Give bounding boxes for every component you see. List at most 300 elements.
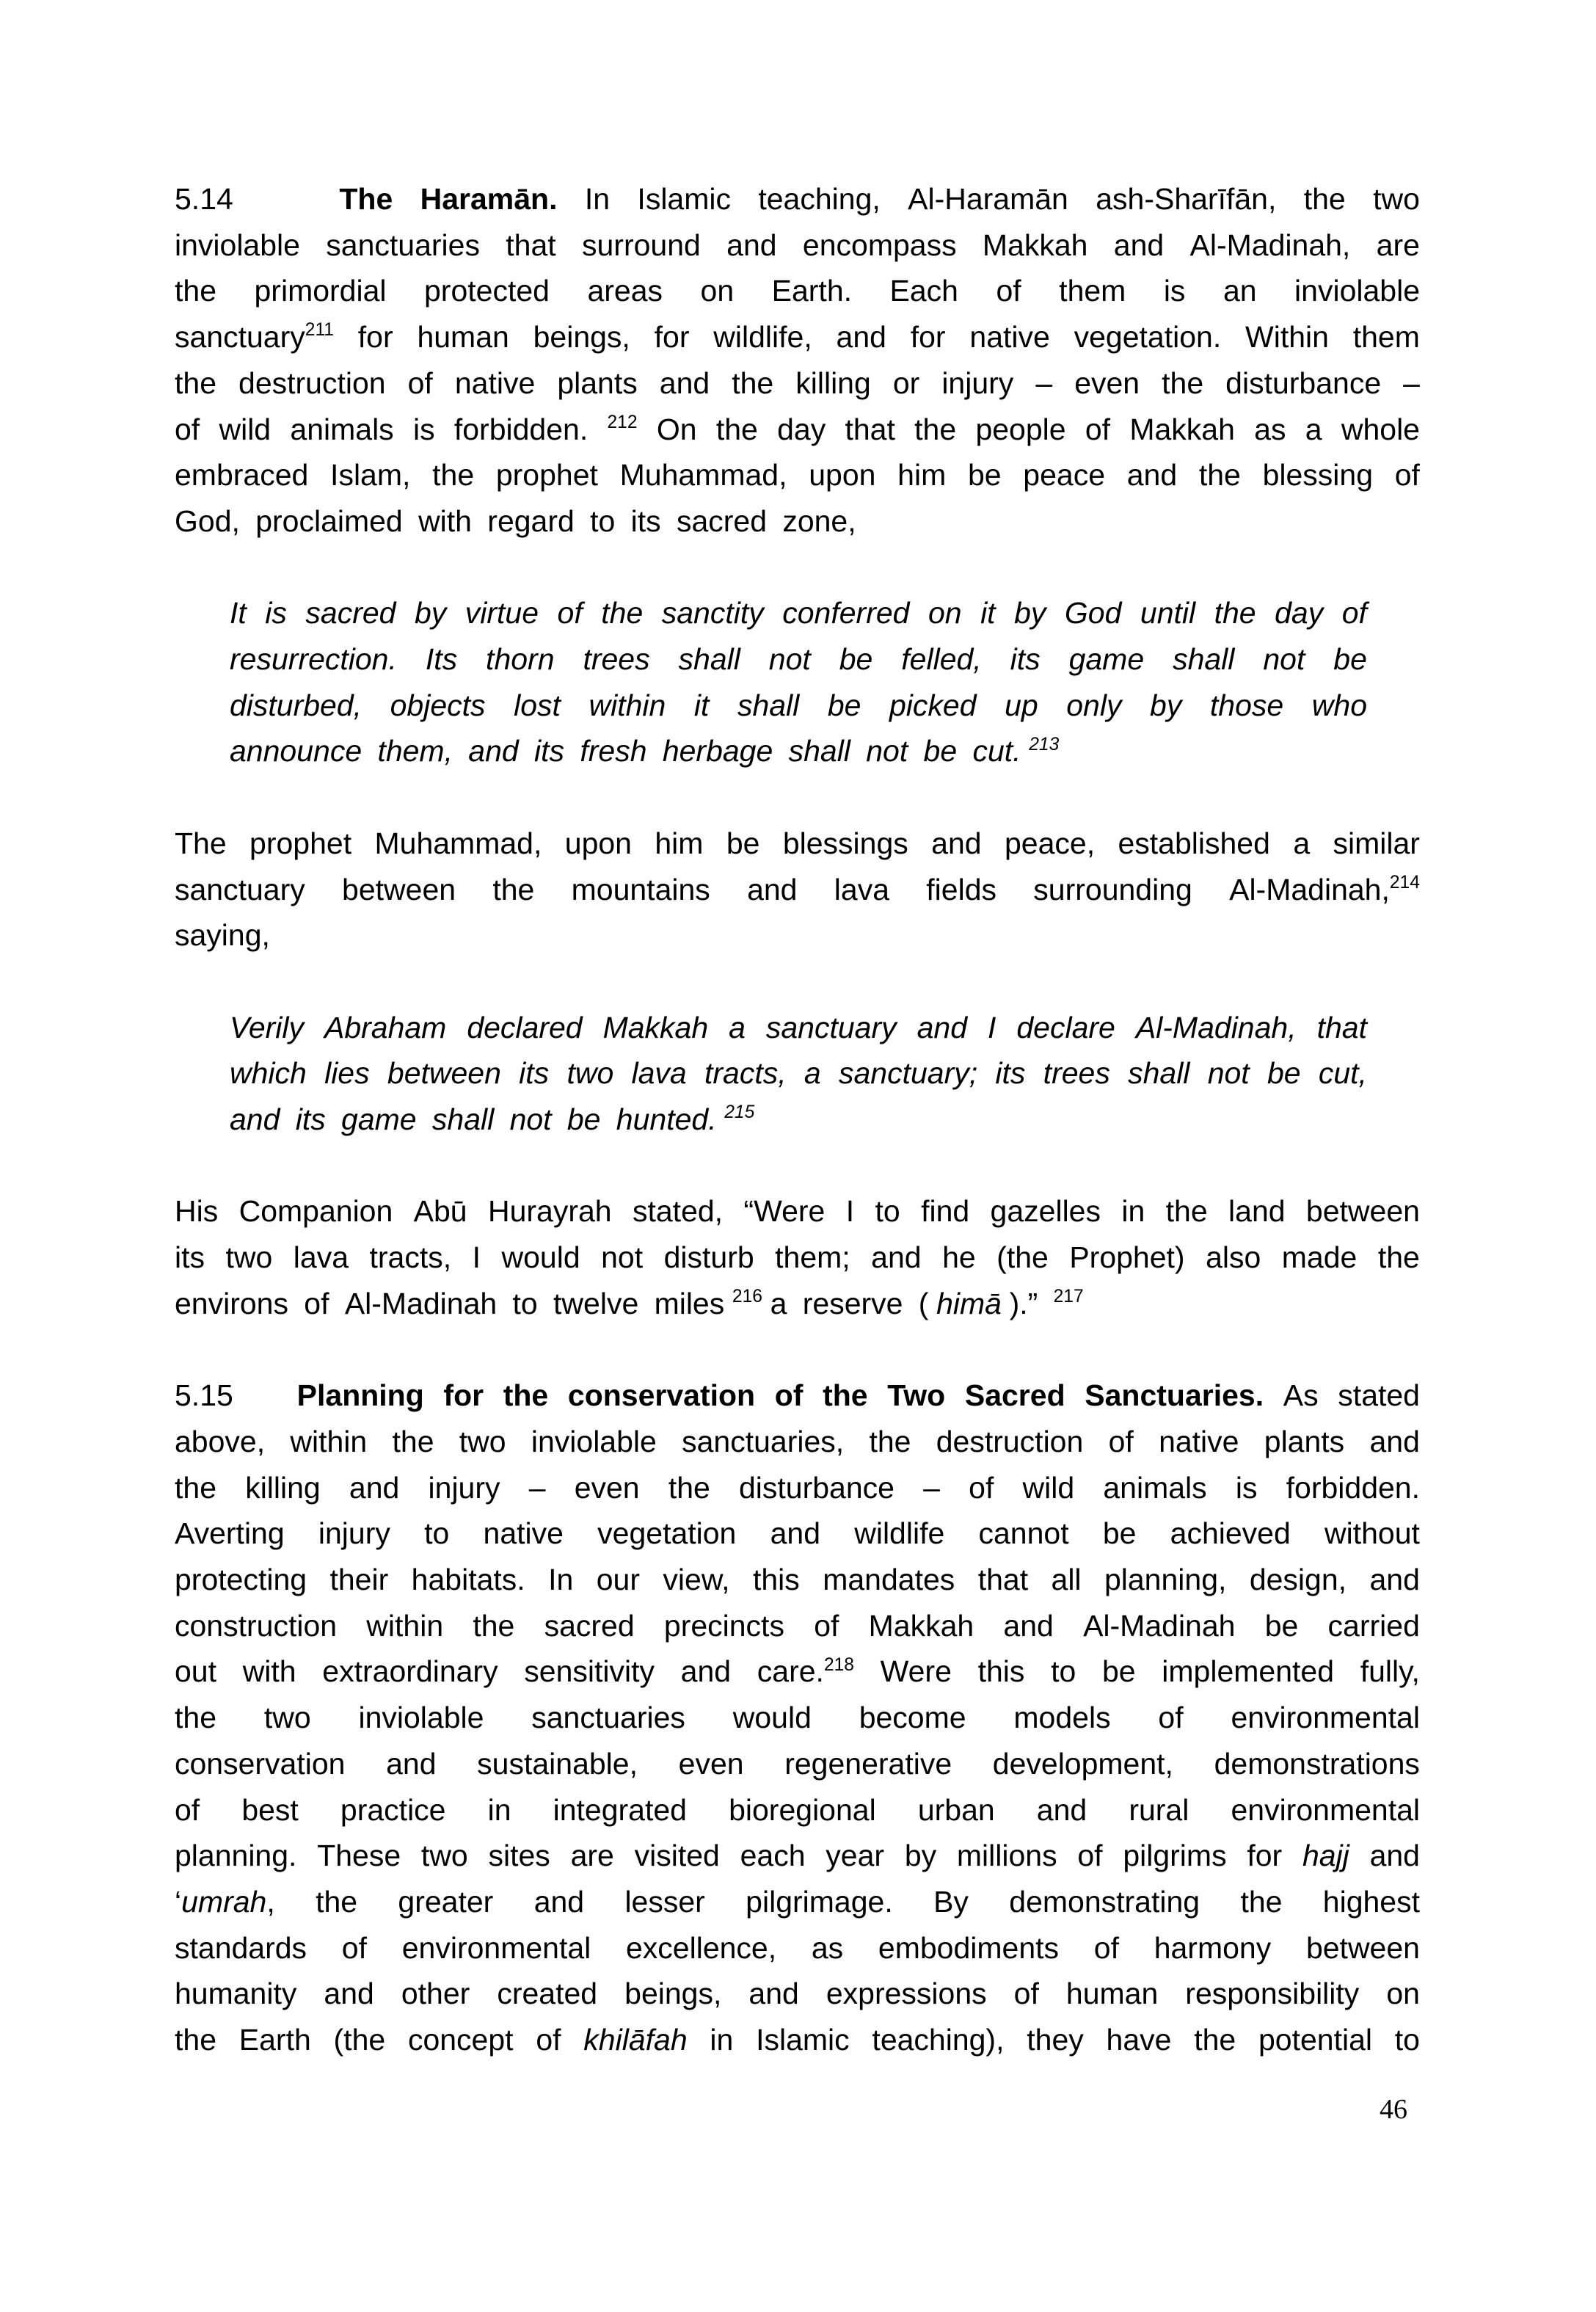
word: ash-Sharīfān, (1096, 182, 1277, 216)
token (255, 499, 410, 543)
word: destruction (936, 1424, 1084, 1458)
token (558, 591, 583, 635)
token (424, 269, 550, 313)
word: prophet (249, 826, 352, 860)
token (655, 821, 703, 865)
token (1059, 269, 1126, 313)
word: and (917, 1010, 968, 1044)
token (230, 637, 397, 681)
word: year (826, 1839, 885, 1873)
word: pilgrimage. (746, 1884, 893, 1919)
token (369, 1235, 451, 1279)
token (175, 1742, 345, 1786)
token (757, 1649, 854, 1693)
token (1254, 407, 1286, 451)
word: up (1005, 688, 1038, 722)
section-heading-word: Haramān. (420, 182, 558, 216)
word: not (601, 1240, 644, 1275)
token (936, 1419, 1084, 1464)
word: Al-Madinah (1083, 1608, 1236, 1643)
word: animals (1103, 1470, 1207, 1505)
token (1051, 1649, 1076, 1693)
footnote-ref-212[interactable]: 212 (607, 412, 638, 432)
word: visited (634, 1839, 720, 1873)
word: the (432, 458, 475, 492)
token (318, 1511, 390, 1555)
word: precincts (663, 1608, 784, 1643)
token (488, 1788, 511, 1832)
token (713, 315, 812, 359)
token (424, 1511, 449, 1555)
word: shall (1128, 1056, 1190, 1091)
word: surround (582, 228, 701, 262)
token (1341, 407, 1420, 451)
word: only (1066, 688, 1122, 722)
token (1121, 1189, 1145, 1233)
token (823, 1557, 955, 1602)
word: who (1311, 688, 1367, 722)
token (732, 361, 773, 405)
token (1118, 821, 1269, 865)
word: the (715, 412, 758, 446)
word: reserve (802, 1286, 903, 1320)
token (175, 315, 334, 359)
word: (the (996, 1240, 1049, 1275)
word: for (1247, 1839, 1283, 1873)
word: native (483, 1516, 564, 1551)
token (1010, 637, 1041, 681)
token (1123, 1833, 1226, 1877)
token (175, 1695, 216, 1740)
word: even (574, 1470, 640, 1505)
body-line (175, 1419, 1420, 1464)
token (917, 1006, 967, 1050)
word: and (1369, 1424, 1420, 1458)
word: harmony (1154, 1930, 1272, 1965)
word: highest (1322, 1884, 1420, 1919)
word: the (732, 366, 774, 400)
word: a (1305, 412, 1322, 446)
word: sacred (544, 1608, 635, 1643)
word: people (975, 412, 1066, 446)
word: – (1403, 366, 1420, 400)
word: care. (757, 1654, 824, 1689)
token (837, 315, 886, 359)
token (487, 499, 582, 543)
italic-term: khilāfah (583, 2023, 688, 2057)
word: ‘ (175, 1884, 182, 1919)
token (681, 1649, 731, 1693)
token (1317, 1006, 1367, 1050)
token (421, 1833, 468, 1877)
word: and (931, 826, 982, 860)
token (585, 177, 610, 221)
token (740, 1833, 806, 1877)
word: the (1165, 1194, 1208, 1229)
section-heading-word: for (443, 1378, 484, 1413)
token (758, 177, 880, 221)
word: , (266, 1884, 275, 1919)
token (795, 361, 871, 405)
word: standards (175, 1930, 307, 1965)
word: planning. (175, 1839, 297, 1873)
word: Prophet) (1069, 1240, 1185, 1275)
token (249, 821, 351, 865)
token (175, 499, 248, 543)
token (1338, 1373, 1420, 1417)
token (414, 1189, 467, 1233)
word: sustainable, (477, 1746, 638, 1781)
token (175, 1511, 285, 1555)
token (239, 2018, 311, 2062)
word: cut, (1318, 1056, 1367, 1091)
word: Al-Haramān (908, 182, 1068, 216)
footnote-ref-215[interactable]: 215 (724, 1102, 755, 1123)
token (969, 1466, 994, 1510)
word: not (1263, 642, 1305, 676)
word: the (1162, 366, 1204, 400)
body-line (175, 223, 1420, 267)
token (175, 453, 308, 497)
token (1023, 1466, 1075, 1510)
word: carried (1327, 1608, 1420, 1643)
word: the (316, 1884, 358, 1919)
word: sanctuary (175, 872, 305, 906)
section-heading-word: the (823, 1378, 868, 1413)
word: it (693, 688, 710, 722)
word: which (230, 1056, 307, 1091)
word: and (659, 366, 710, 400)
word: protected (424, 274, 550, 308)
token (1009, 1880, 1200, 1924)
footnote-ref-218[interactable]: 218 (823, 1654, 854, 1675)
word: His (175, 1194, 219, 1229)
token (326, 223, 480, 267)
token (589, 683, 666, 727)
token (455, 361, 535, 405)
word: Islamic (756, 2023, 850, 2057)
word: the (1214, 596, 1256, 630)
token (834, 868, 889, 912)
token (417, 315, 509, 359)
word: would (732, 1701, 812, 1735)
token (429, 1466, 500, 1510)
word: responsibility (1185, 1977, 1360, 2011)
word: them; (775, 1240, 850, 1275)
token (567, 1097, 608, 1141)
word: upon (564, 826, 632, 860)
footnote-ref-213[interactable]: 213 (1029, 734, 1060, 755)
word: on (700, 274, 735, 308)
word: a (1293, 826, 1311, 860)
word: and (468, 734, 519, 768)
word: sanctuaries (531, 1701, 685, 1735)
word: Makkah (982, 228, 1088, 262)
word: of (175, 412, 200, 446)
token (746, 1880, 893, 1924)
token (664, 1235, 754, 1279)
word: rural (1129, 1792, 1189, 1827)
token (1170, 1511, 1291, 1555)
footnote-ref-216[interactable]: 216 (732, 1286, 762, 1306)
word: humanity (175, 1977, 297, 2011)
token (1353, 315, 1420, 359)
token (1066, 683, 1121, 727)
word: human (417, 320, 509, 355)
word: two (566, 1056, 614, 1091)
token (489, 1833, 550, 1877)
word: of (1158, 1701, 1184, 1735)
token (1324, 1511, 1420, 1555)
token (635, 1833, 720, 1877)
token (1066, 1971, 1158, 2015)
token (772, 269, 852, 313)
word: expressions (826, 1977, 987, 2011)
token (890, 269, 958, 313)
word: be (1101, 1654, 1136, 1689)
token (175, 1788, 200, 1832)
token (1033, 868, 1192, 912)
word: not (768, 642, 811, 676)
word: a (804, 1056, 821, 1091)
word: herbage (662, 734, 773, 768)
word: until (1140, 596, 1196, 630)
word: native (1159, 1424, 1239, 1458)
token (777, 407, 826, 451)
token (918, 1788, 995, 1832)
token (175, 1833, 296, 1877)
word: vegetation (597, 1516, 737, 1551)
token (1306, 1926, 1420, 1970)
token (239, 1189, 393, 1233)
word: him (897, 458, 947, 492)
token (747, 868, 797, 912)
token (968, 453, 1002, 497)
body-line (175, 1788, 1420, 1832)
italic-term: himā (936, 1286, 1002, 1320)
word: its (1010, 642, 1041, 676)
word: that (1316, 1010, 1367, 1044)
footnote-ref-211[interactable]: 211 (305, 320, 334, 341)
word: and (1113, 228, 1165, 262)
body-line (175, 315, 1420, 359)
token (828, 683, 861, 727)
token (826, 1971, 987, 2015)
word: On (656, 412, 697, 446)
body-line (175, 1695, 1420, 1740)
token (175, 913, 278, 957)
word: forbidden. (1286, 1470, 1420, 1505)
word: environmental (401, 1930, 591, 1965)
word: its (519, 1056, 550, 1091)
token (996, 1235, 1049, 1279)
token (426, 637, 457, 681)
word: disturbance (1225, 366, 1382, 400)
body-line (175, 453, 1420, 497)
token (477, 1742, 638, 1786)
word: between (1305, 1930, 1420, 1965)
word: the (914, 412, 957, 446)
token (1013, 1695, 1110, 1740)
token (175, 223, 300, 267)
word: of (969, 1470, 994, 1505)
word: Within (1245, 320, 1329, 355)
word: and (1003, 1608, 1054, 1643)
token (1275, 591, 1323, 635)
token (1395, 2018, 1420, 2062)
word: announce (230, 734, 362, 768)
word: declared (467, 1010, 583, 1044)
word: potential (1258, 2023, 1372, 2057)
token (926, 868, 996, 912)
word: wild (219, 412, 272, 446)
token (1373, 177, 1420, 221)
word: By (933, 1884, 969, 1919)
word: These (317, 1839, 401, 1873)
footnote-ref-217[interactable]: 217 (1053, 1286, 1084, 1306)
token (991, 1189, 1101, 1233)
body-line (175, 1373, 1420, 1417)
token (492, 868, 534, 912)
word: not (1207, 1056, 1250, 1091)
word: fully, (1360, 1654, 1420, 1689)
token (290, 407, 393, 451)
word: disturbance (739, 1470, 894, 1505)
word: Each (889, 274, 958, 308)
word: and (349, 1470, 400, 1505)
body-line (175, 499, 1420, 543)
token (408, 361, 433, 405)
word: embraced (175, 458, 309, 492)
token (358, 315, 393, 359)
token (782, 591, 909, 635)
footnote-ref-214[interactable]: 214 (1389, 872, 1420, 893)
token (770, 1511, 820, 1555)
word: they (1027, 2023, 1084, 2057)
token (1342, 591, 1367, 635)
word: all (1051, 1563, 1082, 1596)
word: is (265, 596, 287, 630)
word: Earth. (771, 274, 853, 308)
token (1037, 1788, 1087, 1832)
token (1263, 637, 1305, 681)
token (1231, 1788, 1420, 1832)
word: created (497, 1977, 598, 2011)
token (375, 821, 542, 865)
word: teaching, (758, 182, 881, 216)
token (637, 177, 731, 221)
token (413, 407, 435, 451)
word: In (584, 182, 611, 216)
token (255, 269, 387, 313)
word: cut. (972, 734, 1021, 768)
token (854, 1511, 944, 1555)
word: plants (1264, 1424, 1345, 1458)
token (468, 729, 526, 773)
token (872, 2018, 1004, 2062)
word: trees (583, 642, 650, 676)
token (782, 499, 864, 543)
word: upon (809, 458, 876, 492)
word: primordial (254, 274, 387, 308)
token (1159, 1419, 1239, 1464)
word: the (1194, 2023, 1236, 2057)
token (753, 1557, 800, 1602)
word: day (777, 412, 826, 446)
body-line (175, 1926, 1420, 1970)
token (264, 1695, 311, 1740)
token (893, 361, 919, 405)
word: Al-Madinah, (1135, 1010, 1297, 1044)
token (846, 1189, 854, 1233)
word: lava (293, 1240, 349, 1275)
word: killing (795, 366, 871, 400)
word: of (1394, 458, 1420, 492)
word: practice (340, 1792, 446, 1827)
word: lava (631, 1056, 687, 1091)
token (1103, 1511, 1137, 1555)
word: land (1228, 1194, 1286, 1229)
word: be (566, 1102, 601, 1136)
token (1083, 1604, 1235, 1648)
word: two (420, 1839, 468, 1873)
word: protecting (175, 1563, 307, 1596)
word: of (1077, 1839, 1103, 1873)
token (1370, 1833, 1420, 1877)
word: for (910, 320, 946, 355)
word: millions (956, 1839, 1057, 1873)
token (557, 361, 637, 405)
token (1005, 821, 1095, 865)
token (869, 1419, 911, 1464)
word: between (1305, 1194, 1420, 1229)
word: and (324, 1977, 374, 2011)
token (1096, 177, 1276, 221)
token (911, 315, 946, 359)
token (878, 1926, 1059, 1970)
word: the (601, 596, 644, 630)
token (1016, 1006, 1115, 1050)
word: Earth (238, 2023, 311, 2057)
word: felled, (901, 642, 982, 676)
word: development, (992, 1746, 1173, 1781)
token (677, 499, 775, 543)
token (1225, 361, 1381, 405)
word: and (747, 872, 798, 906)
word: objects (390, 688, 486, 722)
token (590, 499, 623, 543)
token (175, 177, 312, 221)
quote-line (230, 591, 1367, 635)
token (1323, 1880, 1420, 1924)
token (710, 2018, 733, 2062)
token (616, 1097, 755, 1141)
word: this (977, 1654, 1025, 1689)
word: and (726, 228, 777, 262)
word: the (175, 274, 216, 308)
word: stated, (632, 1194, 724, 1229)
word: tracts, (369, 1240, 452, 1275)
word: the (392, 1424, 434, 1458)
word: view, (663, 1563, 730, 1596)
token (175, 1282, 296, 1326)
token (875, 1189, 900, 1233)
word: bioregional (729, 1792, 876, 1827)
word: sacred (676, 504, 768, 538)
token (330, 453, 410, 497)
word: I (845, 1194, 855, 1229)
token (175, 1235, 205, 1279)
